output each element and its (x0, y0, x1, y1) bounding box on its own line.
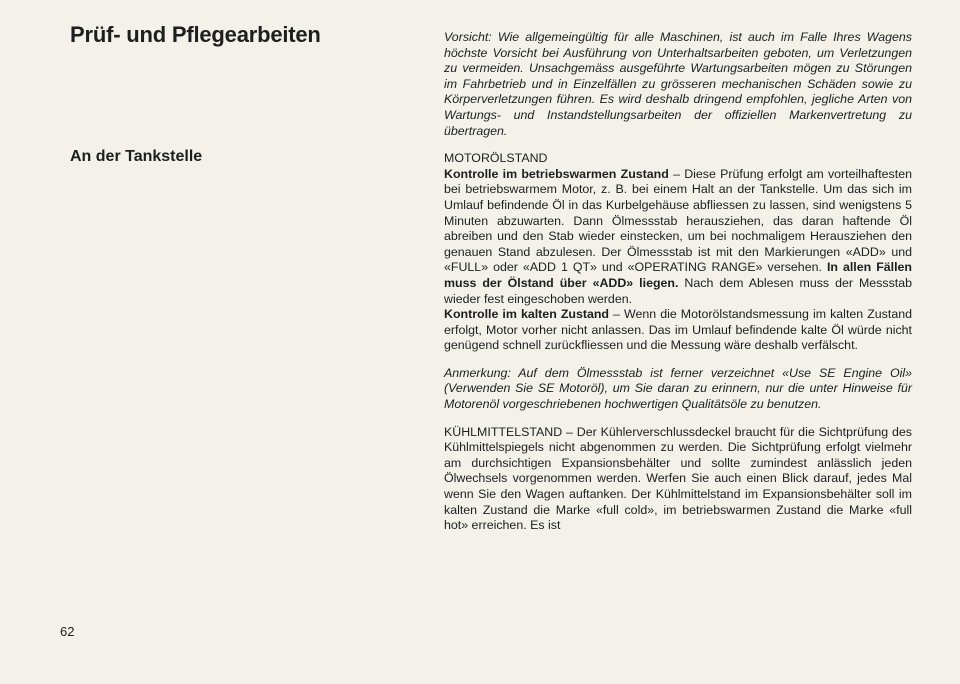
oil-cold-text: – Wenn die Motorölstandsmessung im kalten Zustand erfolgt, Motor vorher nicht anlassen. Das im Umlauf befindende kalte Öl würde nicht genügend schnell zurückfliessen und die Messung wäre deshalb verfälscht. (444, 307, 912, 353)
coolant-paragraph (444, 425, 912, 534)
oil-warm-text: – Diese Prüfung erfolgt am vorteilhaftesten bei betriebswarmem Motor, z. B. bei einem Halt an der Tankstelle. Um das sich im Umlauf befindende Öl in das Kurbelgehäuse abfliessen zu lassen, sind wenigstens 5 Minuten abzuwarten. Dann Ölmessstab herausziehen, das daran haftende Öl abreiben und den Stab wieder einstecken, um bei nochmaligem Herausziehen den genauen Stand abzulesen. Der Ölmessstab ist mit den Markierungen «ADD» und «FULL» oder «ADD 1 QT» und «OPERATING RANGE» versehen. (444, 166, 912, 275)
oil-warm-paragraph (444, 167, 912, 307)
section-title: An der Tankstelle (70, 148, 203, 165)
oil-cold-label: Kontrolle im kalten Zustand (444, 307, 610, 322)
oil-heading: MOTORÖLSTAND (444, 151, 548, 166)
oil-warm-text-2: Nach dem Ablesen muss der Messstab wieder fest eingeschoben werden. (444, 275, 913, 306)
oil-warm-label: Kontrolle im betriebswarmen Zustand (444, 166, 669, 181)
coolant-heading: KÜHLMITTELSTAND (444, 424, 563, 439)
oil-cold-paragraph (444, 307, 912, 354)
page-title: Prüf- und Pflegearbeiten (70, 22, 321, 47)
page-number: 62 (60, 624, 75, 639)
coolant-text: – Der Kühlerverschlussdeckel braucht für die Sichtprüfung des Kühlmittelspiegels nicht abgenommen zu werden. Die Sichtprüfung erfolgt vielmehr am durchsichtigen Expansionsbehälter und sollte zumindest anlässlich jeden Ölwechsels vorgenommen werden. Werfen Sie auch einen Blick darauf, jedes Mal wenn Sie den Wagen auftanken. Der Kühlmittelstand im Expansionsbehälter soll im kalten Zustand die Marke «full cold», im betriebswarmen Zustand die Marke «full hot» erreichen. Es ist (444, 424, 912, 533)
note-paragraph: Anmerkung: Auf dem Ölmessstab ist ferner verzeichnet «Use SE Engine Oil» (Verwenden Sie SE Motoröl), um Sie daran zu erinnern, nur die unter Hinweise für Motorenöl vorgeschriebenen hochwertigen Qualitätsöle zu benutzen. (444, 365, 912, 412)
main-text (444, 30, 912, 534)
caution-paragraph: Vorsicht: Wie allgemeingültig für alle Maschinen, ist auch im Falle Ihres Wagens höchste Vorsicht bei Ausführung von Unterhaltsarbeiten geboten, um Verletzungen zu vermeiden. Unsachgemäss ausgeführte Wartungsarbeiten mögen zu Störungen im Fahrbetrieb und in Einzelfällen zu grösseren mechanischen Schäden sowie zu Körperverletzungen führen. Es wird deshalb dringend empfohlen, jegliche Arten von Wartungs- und Instandstellungsarbeiten der offiziellen Markenvertretung zu übertragen. (444, 30, 912, 138)
oil-warm-bold: In allen Fällen muss der Ölstand über «ADD» liegen. (444, 260, 912, 290)
